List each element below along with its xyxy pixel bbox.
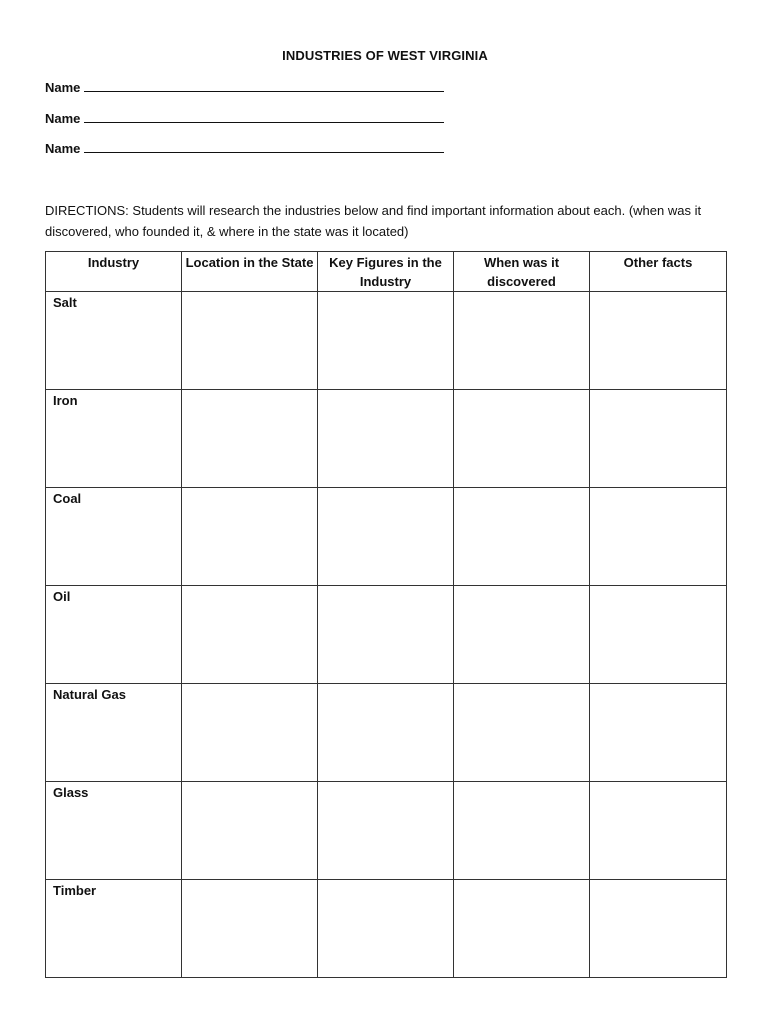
industry-cell: Salt [46, 292, 182, 390]
when-discovered-cell[interactable] [454, 390, 590, 488]
location-cell[interactable] [182, 390, 318, 488]
industry-cell: Oil [46, 586, 182, 684]
other-facts-cell[interactable] [590, 488, 727, 586]
when-discovered-cell[interactable] [454, 684, 590, 782]
location-cell[interactable] [182, 292, 318, 390]
when-discovered-cell[interactable] [454, 586, 590, 684]
header-when-discovered: When was it discovered [454, 252, 590, 292]
when-discovered-cell[interactable] [454, 782, 590, 880]
table-row [46, 292, 727, 390]
other-facts-cell[interactable] [590, 390, 727, 488]
header-other-facts: Other facts [590, 252, 727, 292]
industry-cell: Glass [46, 782, 182, 880]
header-location: Location in the State [182, 252, 318, 292]
name-field-2 [45, 111, 444, 126]
location-cell[interactable] [182, 782, 318, 880]
name-label: Name [45, 80, 81, 95]
location-cell[interactable] [182, 684, 318, 782]
header-industry: Industry [46, 252, 182, 292]
industries-table [45, 251, 727, 978]
location-cell[interactable] [182, 880, 318, 978]
other-facts-cell[interactable] [590, 880, 727, 978]
location-cell[interactable] [182, 586, 318, 684]
table-row [46, 782, 727, 880]
when-discovered-cell[interactable] [454, 880, 590, 978]
key-figures-cell[interactable] [318, 488, 454, 586]
table-row [46, 684, 727, 782]
key-figures-cell[interactable] [318, 390, 454, 488]
header-key-figures: Key Figures in the Industry [318, 252, 454, 292]
industry-cell: Natural Gas [46, 684, 182, 782]
when-discovered-cell[interactable] [454, 292, 590, 390]
table-row [46, 488, 727, 586]
table-row [46, 390, 727, 488]
other-facts-cell[interactable] [590, 292, 727, 390]
key-figures-cell[interactable] [318, 292, 454, 390]
key-figures-cell[interactable] [318, 586, 454, 684]
location-cell[interactable] [182, 488, 318, 586]
table-header-row [46, 252, 727, 292]
name-field-3 [45, 141, 444, 156]
table-row [46, 880, 727, 978]
key-figures-cell[interactable] [318, 782, 454, 880]
page-title: INDUSTRIES OF WEST VIRGINIA [282, 48, 488, 63]
industry-cell: Coal [46, 488, 182, 586]
key-figures-cell[interactable] [318, 880, 454, 978]
industry-cell: Timber [46, 880, 182, 978]
when-discovered-cell[interactable] [454, 488, 590, 586]
name-blank-line[interactable] [84, 81, 444, 92]
name-label: Name [45, 141, 81, 156]
key-figures-cell[interactable] [318, 684, 454, 782]
name-blank-line[interactable] [84, 112, 444, 123]
name-field-1 [45, 80, 444, 95]
industry-cell: Iron [46, 390, 182, 488]
name-blank-line[interactable] [84, 142, 444, 153]
other-facts-cell[interactable] [590, 684, 727, 782]
table-row [46, 586, 727, 684]
other-facts-cell[interactable] [590, 782, 727, 880]
name-label: Name [45, 111, 81, 126]
directions-text: DIRECTIONS: Students will research the industries below and find important information about each. (when was it discovered, who founded it, & where in the state was it located) [45, 203, 702, 239]
other-facts-cell[interactable] [590, 586, 727, 684]
